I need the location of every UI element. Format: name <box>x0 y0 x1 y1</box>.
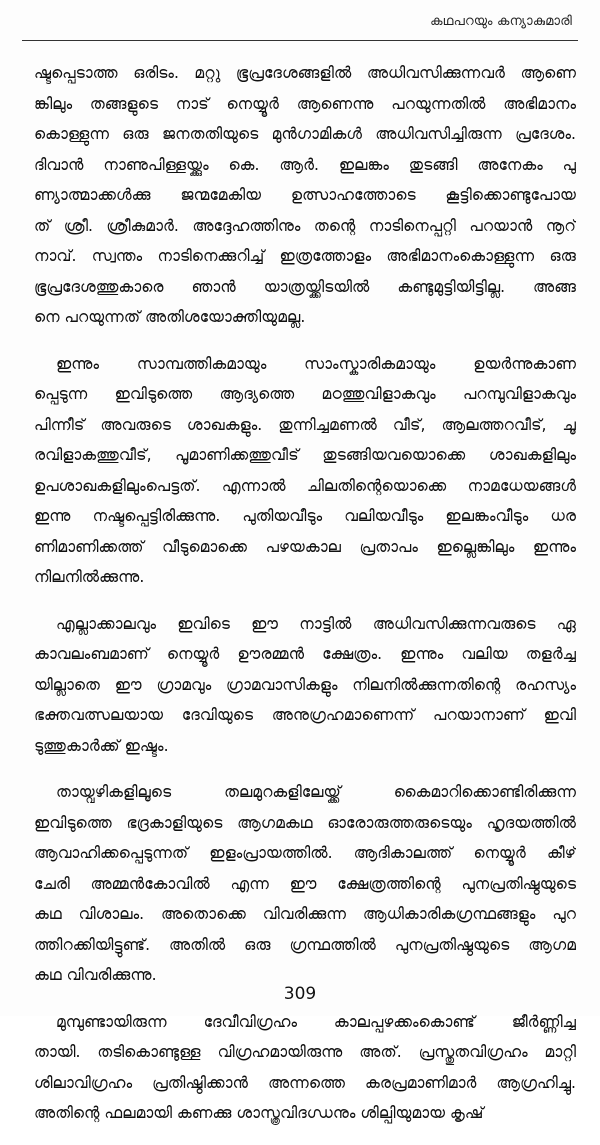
text-line: ശിലാവിഗ്രഹം പ്രതിഷ്ഠിക്കാൻ അന്നത്തെ കരപ്രമാണിമാർ ആഗ്രഹിച്ചു. <box>34 1073 576 1092</box>
text-line: ഭൂപ്രദേശത്തുകാരെ ഞാൻ യാത്രയ്ക്കിടയിൽ കണ്ടുമുട്ടിയിട്ടില്ല. അങ്ങ <box>34 277 576 296</box>
text-line: തായ്വഴികളിലൂടെ തലമുറകളിലേയ്ക്ക് കൈമാറിക്കൊണ്ടിരിക്കുന്ന <box>56 783 576 801</box>
text-line: എല്ലാക്കാലവും ഇവിടെ ഈ നാട്ടിൽ അധിവസിക്കുന്നവരുടെ ഏ <box>56 614 576 633</box>
paragraph <box>34 1007 576 1129</box>
text-line: കാവലംബമാണ് നെയ്യൂർ ഊരമ്മൻ ക്ഷേത്രം. ഇന്നും വലിയ തളർച്ച <box>34 645 576 663</box>
text-line: ഷ്ടപ്പെടാത്ത ഒരിടം. മറ്റു ഭൂപ്രദേശങ്ങളിൽ അധിവസിക്കുന്നവർ ആണെ <box>34 64 576 82</box>
text-line: അതിന്റെ ഫലമായി കണക്കു ശാസ്ത്രവിദഗ്ധനും ശില്പിയുമായ കൃഷ് <box>34 1104 484 1122</box>
text-line: നാവ്. സ്വന്തം നാടിനെക്കുറിച്ച് ഇത്രത്തോളം അഭിമാനംകൊള്ളുന്ന ഒരു <box>34 247 576 265</box>
text-line: ഇവിടുത്തെ ഭദ്രകാളിയുടെ ആഗമകഥ ഓരോരുത്തരുടെയും ഹൃദയത്തിൽ <box>34 813 576 832</box>
header-rule <box>22 40 578 41</box>
text-line: ദിവാൻ നാണുപിള്ളയ്ക്കും കെ. ആർ. ഇലങ്കം തുടങ്ങി അനേകം പു <box>34 155 576 174</box>
body-text <box>34 58 576 1145</box>
text-line: ത്തിറക്കിയിട്ടുണ്ട്. അതിൽ ഒരു ഗ്രന്ഥത്തിൽ പുനപ്രതിഷ്ഠയുടെ ആഗമ <box>34 935 576 954</box>
text-line: ത് ശ്രീ. ശ്രീകുമാർ. അദ്ദേഹത്തിനും തന്റെ നാടിനെപ്പറ്റി പറയാൻ നൂറ് <box>34 216 576 235</box>
text-line: രവിളാകത്തുവീട്, പൂമാണിക്കത്തുവീട് തുടങ്ങിയവയൊക്കെ ശാഖകളിലും <box>34 446 576 464</box>
running-header: കഥപറയും കന്യാകുമാരി <box>430 14 572 29</box>
text-line: ഇന്നും സാമ്പത്തികമായും സാംസ്കാരികമായും ഉയർന്നുകാണ <box>56 354 576 373</box>
text-line: നിലനിൽക്കുന്നു. <box>34 568 145 586</box>
paragraph <box>34 777 576 991</box>
text-line: ണിമാണിക്കത്ത് വീടുമൊക്കെ പഴയകാല പ്രതാപം ഇല്ലെങ്കിലും ഇന്നും <box>34 537 576 556</box>
paragraph <box>34 349 576 593</box>
text-line: മുമ്പുണ്ടായിരുന്ന ദേവീവിഗ്രഹം കാലപ്പഴക്കംകൊണ്ട് ജീർണ്ണിച്ച <box>56 1012 576 1031</box>
text-line: കൊള്ളുന്ന ഒരു ജനതതിയുടെ മുൻഗാമികൾ അധിവസിച്ചിരുന്ന പ്രദേശം. <box>34 125 576 143</box>
text-line: ടുത്തുകാർക്ക് ഇഷ്ടം. <box>34 736 169 755</box>
text-line: തായി. തടികൊണ്ടുള്ള വിഗ്രഹമായിരുന്നു അത്. പ്രസ്തുതവിഗ്രഹം മാറ്റി <box>34 1043 576 1061</box>
text-line: ഭക്തവത്സലയായ ദേവിയുടെ അനുഗ്രഹമാണെന്ന് പറയാനാണ് ഇവി <box>34 706 576 724</box>
text-line: കഥ വിവരിക്കുന്നു. <box>34 966 157 984</box>
paragraph <box>34 609 576 762</box>
text-line: യില്ലാതെ ഈ ഗ്രാമവും ഗ്രാമവാസികളും നിലനിൽക്കുന്നതിന്റെ രഹസ്യം <box>34 675 576 694</box>
page-number: 309 <box>283 984 317 1004</box>
text-line: കഥ വിശാലം. അതൊക്കെ വിവരിക്കുന്ന ആധികാരികഗ്രന്ഥങ്ങളും പുറ <box>34 905 576 923</box>
text-line: ആവാഹിക്കപ്പെടുന്നത് ഇളംപ്രായത്തിൽ. ആദികാലത്ത് നെയ്യൂർ കീഴ് <box>34 844 576 862</box>
text-line: ചേരി അമ്മൻകോവിൽ എന്ന ഈ ക്ഷേത്രത്തിന്റെ പുനപ്രതിഷ്ഠയുടെ <box>34 874 576 893</box>
text-line: ഇന്നു നഷ്ടപ്പെട്ടിരിക്കുന്നു. പുതിയവീടും വലിയവീടും ഇലങ്കംവീടും ധര <box>34 507 576 525</box>
text-line: ങ്കിലും തങ്ങളുടെ നാട് നെയ്യൂർ ആണെന്നു പറയുന്നതിൽ അഭിമാനം <box>34 94 576 113</box>
paragraph <box>34 58 576 333</box>
text-line: പ്പെടുന്ന ഇവിടുത്തെ ആദ്യത്തെ മഠത്തുവിളാകവും പറമ്പുവിളാകവും <box>34 385 576 403</box>
text-line: ഉപശാഖകളിലുംപെട്ടത്. എന്നാൽ ചിലതിന്റെയൊക്കെ നാമധേയങ്ങൾ <box>34 476 576 495</box>
text-line: പിന്നീട് അവരുടെ ശാഖകളും. തുന്നിച്ചമണൽ വീട്, ആലത്തറവീട്, ചൂ <box>34 415 576 434</box>
text-line: ണ്യാത്മാക്കൾക്കു ജന്മമേകിയ ഉത്സാഹത്തോടെ കൂട്ടിക്കൊണ്ടുപോയ <box>34 186 576 204</box>
text-line: നെ പറയുന്നത് അതിശയോക്തിയുമല്ല. <box>34 308 306 326</box>
